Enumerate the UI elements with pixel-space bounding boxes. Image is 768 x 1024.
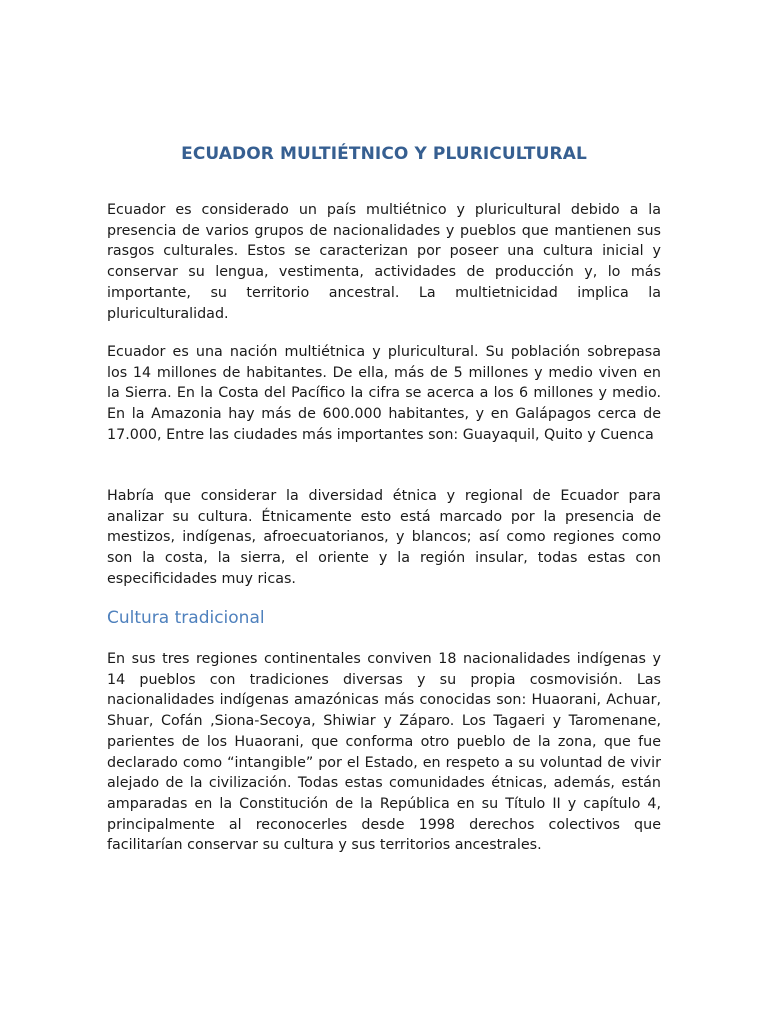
intro-paragraph: Ecuador es considerado un país multiétnico y pluricultural debido a la presencia de varios grupos de nacionalidades y pueblos que mantienen sus rasgos culturales. Estos se caracterizan por poseer una cultura inicial y conservar su lengua, vestimenta, actividades de producción y, lo más importante, su territorio ancestral. La multietnicidad implica la pluriculturalidad. — [107, 202, 661, 322]
diversity-paragraph: Habría que considerar la diversidad étnica y regional de Ecuador para analizar su cultura. Étnicamente esto está marcado por la presencia de mestizos, indígenas, afroecuatorianos, y blancos; así como regiones como son la costa, la sierra, el oriente y la región insular, todas estas con especificidades muy ricas. — [107, 488, 661, 587]
document-title: ECUADOR MULTIÉTNICO Y PLURICULTURAL — [181, 144, 587, 164]
culture-paragraph: En sus tres regiones continentales conviven 18 nacionalidades indígenas y 14 pueblos con tradiciones diversas y su propia cosmovisión. Las nacionalidades indígenas amazónicas más conocidas son: Huaorani, Achuar, Shuar, Cofán ,Siona-Secoya, Shiwiar y Záparo. Los Tagaeri y Taromenane, parientes de los Huaorani, que conforma otro pueblo de la zona, que fue declarado como “intangible” por el Estado, en respeto a su voluntad de vivir alejado de la civilización. Todas estas comunidades étnicas, además, están amparadas en la Constitución de la República en su Título II y capítulo 4, principalmente al reconocerles desde 1998 derechos colectivos que facilitarían conservar su cultura y sus territorios ancestrales. — [107, 651, 661, 854]
section-heading: Cultura tradicional — [107, 608, 265, 628]
population-paragraph: Ecuador es una nación multiétnica y pluricultural. Su población sobrepasa los 14 millones de habitantes. De ella, más de 5 millones y medio viven en la Sierra. En la Costa del Pacífico la cifra se acerca a los 6 millones y medio. En la Amazonia hay más de 600.000 habitantes, y en Galápagos cerca de 17.000, Entre las ciudades más importantes son: Guayaquil, Quito y Cuenca — [107, 344, 661, 443]
